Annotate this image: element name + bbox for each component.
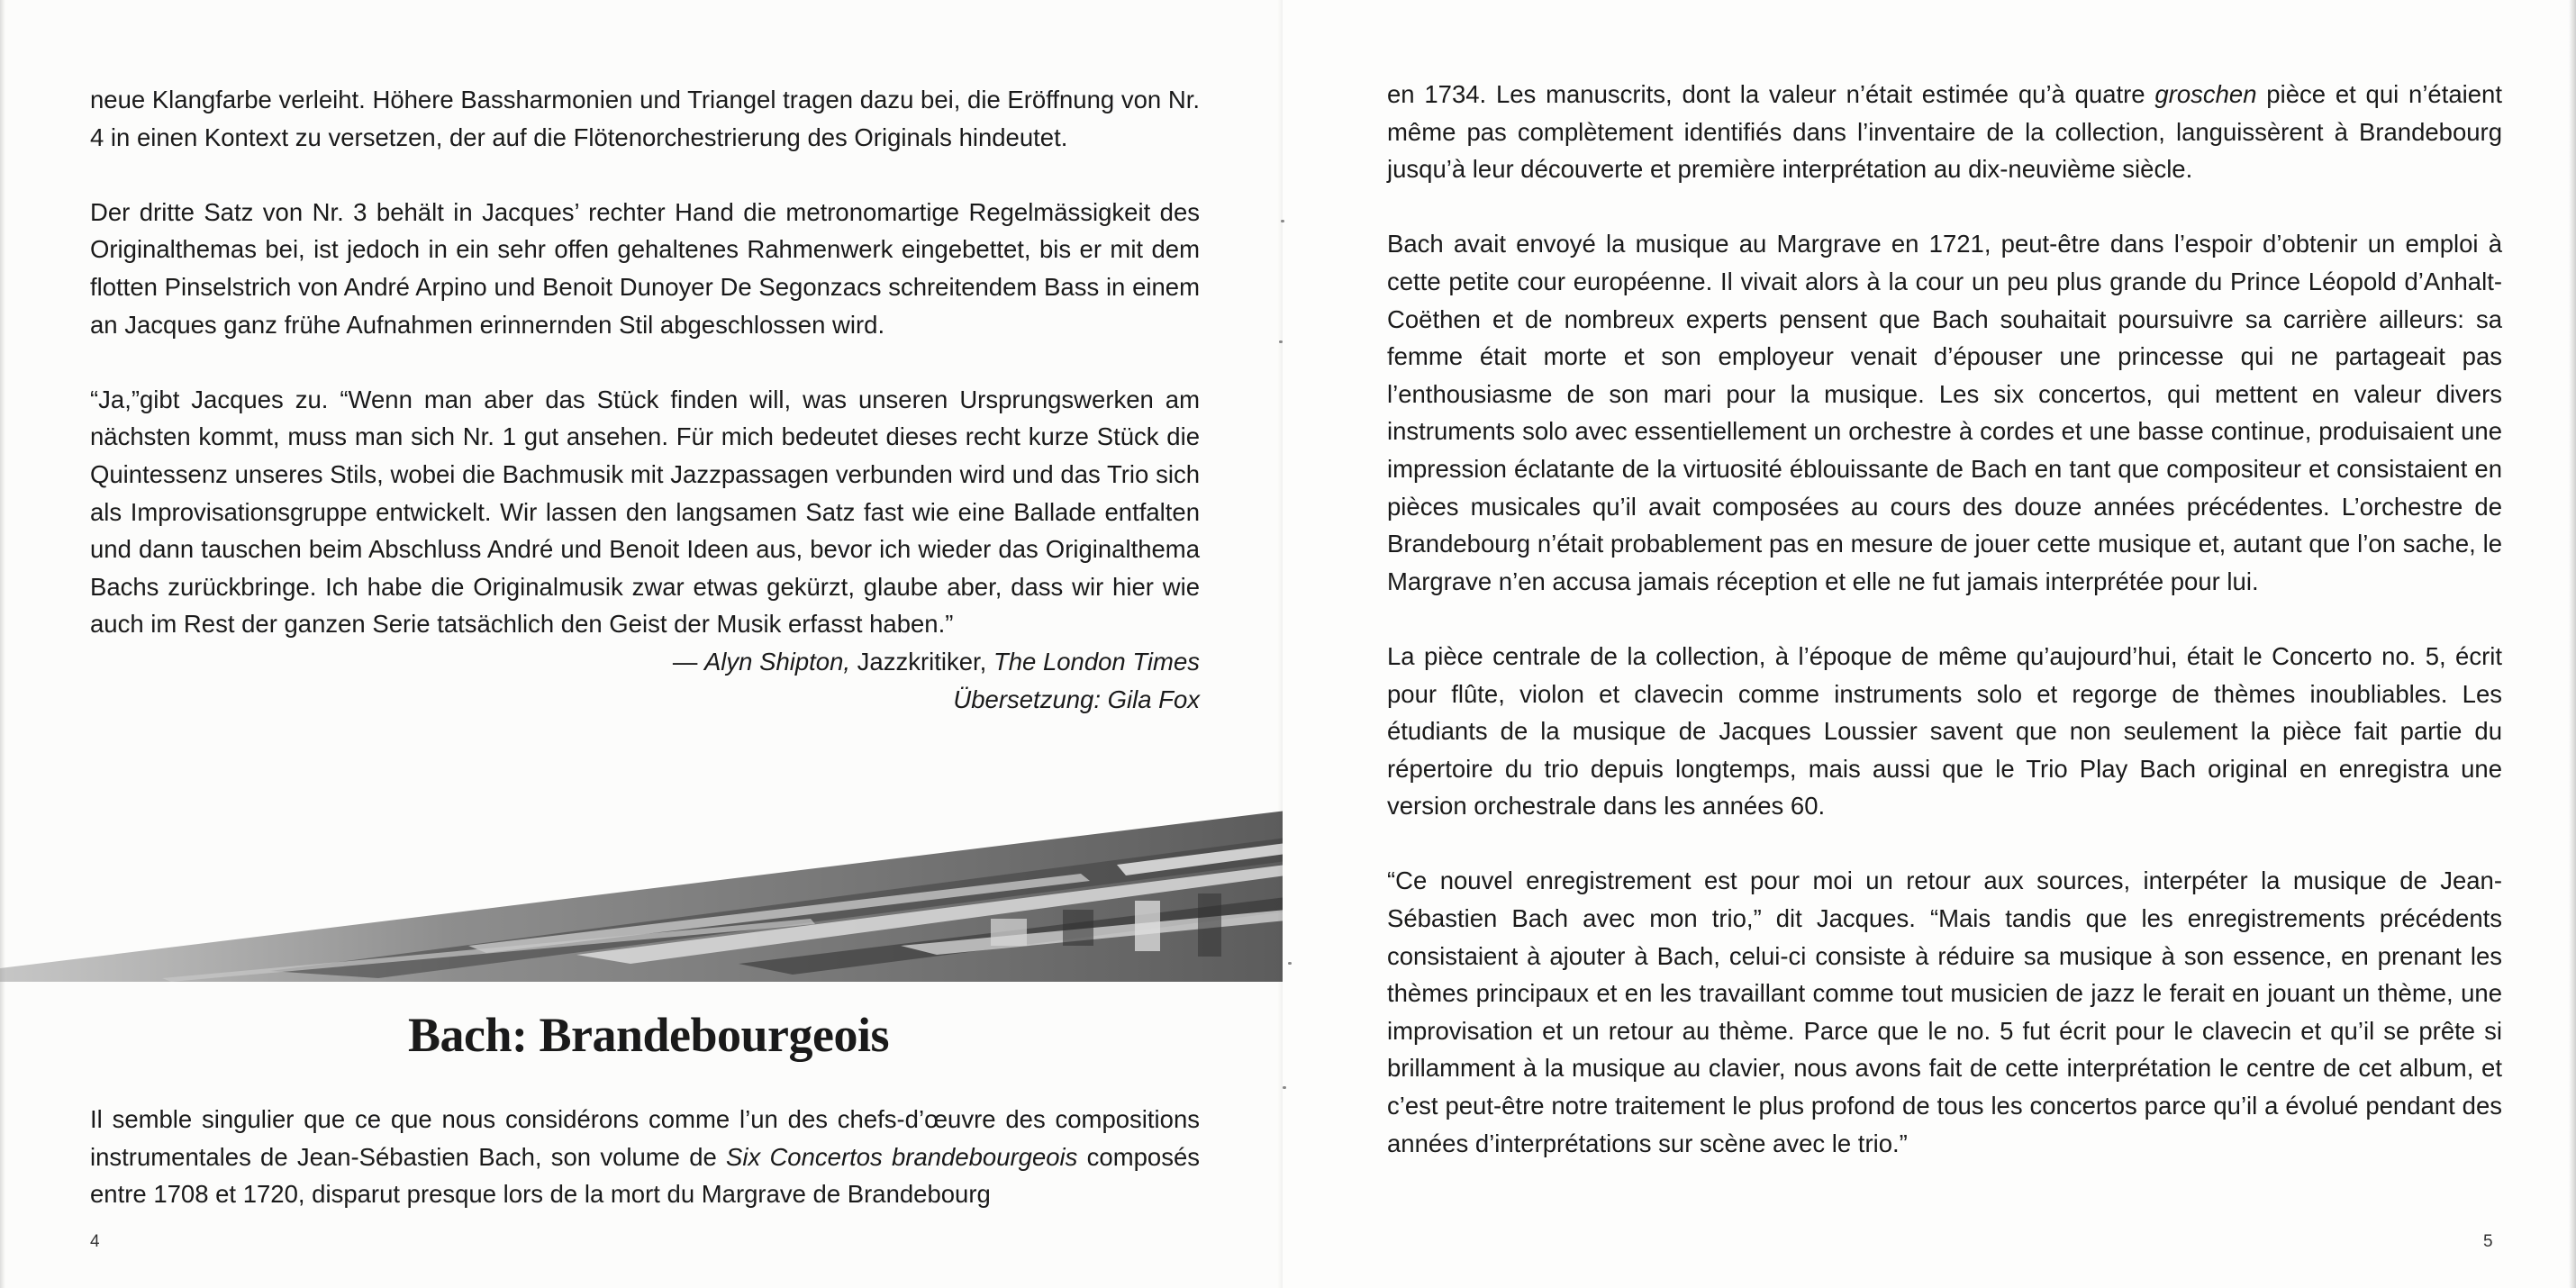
continued-italic-word: groschen	[2154, 80, 2257, 108]
paragraph-1: neue Klangfarbe verleiht. Höhere Bassharmonien und Triangel tragen dazu bei, die Eröffnung von Nr. 4 in einen Kontext zu versetzen, der auf die Flötenorchestrierung des Originals hindeutet.	[90, 86, 1200, 151]
intro-after: composés entre 1708 et 1720, disparut presque lors de la mort du Margrave de Brandebourg	[90, 1142, 1200, 1209]
attribution-translation: Übersetzung: Gila Fox	[953, 685, 1200, 713]
paragraph-margrave: Bach avait envoyé la musique au Margrave en 1721, peut-être dans l’espoir d’obtenir un emploi à cette petite cour européenne. Il vivait alors à la cour un peu plus grande du Prince Léopold d’Anhalt-Coëthen et de nombreux experts pensent que Bach souhaitait poursuivre sa carrière ailleurs: sa femme était morte et son employeur venait d’épouser une princesse qui ne partageait pas l’enthousiasme de son mari pour la musique. Les six concertos, qui mettent en valeur divers instruments solo avec essentiellement un orchestre à cordes et une basse continue, produisaient une impression éclatante de la virtuosité éblouissante de Bach en tant que compositeur et consistaient en pièces musicales qu’il avait composées au cours des douze années précédentes. L’orchestre de Brandebourg n’était probablement pas en mesure de jouer cette musique et, autant que l’on sache, le Margrave n’en accusa jamais réception et elle ne fut jamais interprétée pour lui.	[1387, 230, 2502, 595]
page-edge-shadow-right	[2569, 0, 2576, 1288]
left-column-text	[90, 81, 1200, 718]
intro-paragraph	[90, 1101, 1200, 1213]
scan-speck	[1281, 220, 1284, 222]
paragraph-3-quote: “Ja,”gibt Jacques zu. “Wenn man aber das Stück finden will, was unseren Ursprungswerken am nächsten kommt, muss man sich Nr. 1 gut ansehen. Für mich bedeutet dieses recht kurze Stück die Quintessenz unseres Stils, wobei die Bachmusik mit Jazzpassagen verbunden wird und das Trio sich als Improvisationsgruppe entwickelt. Wir lassen den langsamen Satz fast wie eine Ballade entfalten und dann tauschen beim Abschluss André und Benoit Ideen aus, bevor ich wieder das Originalthema Bachs zurückbringe. Ich habe die Originalmusik zwar etwas gekürzt, glaube aber, dass wir hier wie auch im Rest der ganzen Serie tatsächlich den Geist der Musik erfasst haben.”	[90, 385, 1200, 639]
right-page	[1283, 0, 2576, 1288]
paragraph-concerto-5: La pièce centrale de la collection, à l’époque de même qu’aujourd’hui, était le Concerto no. 5, écrit pour flûte, violon et clavecin comme instruments solo et regorge de thèmes inoubliables. Les étudiants de la musique de Jacques Loussier savent que non seulement la pièce fait partie du répertoire du trio depuis longtemps, mais aussi que le Trio Play Bach original en enregistra une version orchestrale dans les années 60.	[1387, 641, 2502, 821]
intro-title: Six Concertos brandebourgeois	[726, 1142, 1078, 1171]
continued-after: pièce et qui n’étaient même pas complètement identifiés dans l’inventaire de la collection, languissèrent à Brandebourg jusqu’à leur découverte et première interprétation au dix-neuvième siècle.	[1387, 80, 2502, 184]
quote-attribution	[90, 643, 1200, 718]
paragraph-2: Der dritte Satz von Nr. 3 behält in Jacques’ rechter Hand die metronomartige Regelmässigkeit des Originalthemas bei, ist jedoch in ein sehr offen gehaltenes Rahmenwerk eingebettet, bis er mit dem flotten Pinselstrich von André Arpino und Benoit Dunoyer De Segonzacs schreitendem Bass in einem an Jacques ganz frühe Aufnahmen erinnernden Stil abgeschlossen wird.	[90, 197, 1200, 339]
attribution-dash: —	[672, 647, 704, 676]
section-heading: Bach: Brandebourgeois	[407, 1008, 890, 1062]
paragraph-continued	[1387, 76, 2502, 188]
intro-before: Il semble singulier que ce que nous considérons comme l’un des chefs-d’œuvre des compositions instrumentales de Jean-Sébastien Bach, son volume de	[90, 1105, 1200, 1171]
left-page	[0, 0, 1283, 1288]
attribution-line	[90, 643, 1200, 681]
scan-speck	[1279, 340, 1283, 343]
attribution-publication: The London Times	[993, 647, 1200, 676]
page-number-left: 4	[90, 1232, 100, 1251]
page-edge-shadow	[0, 0, 5, 1288]
page-number-right: 5	[2483, 1232, 2493, 1251]
attribution-role: Jazzkritiker,	[850, 647, 993, 676]
decorative-photo-banner	[0, 811, 1283, 982]
right-column-text	[1387, 76, 2502, 1162]
paragraph-quote-jacques: “Ce nouvel enregistrement est pour moi un retour aux sources, interpéter la musique de Jean-Sébastien Bach avec mon trio,” dit Jacques. “Mais tandis que les enregistrements précédents consistaient à ajouter à Bach, celui-ci consiste à réduire sa musique à son essence, en prenant les thèmes principaux et en les travaillant comme tout musicien de jazz le ferait en jouant un thème, une improvisation et un retour au thème. Parce que le no. 5 fut écrit pour le clavecin et qu’il se prête si brillamment à la musique au clavier, nous avons fait de cette interprétation le centre de cet album, et c’est peut-être notre traitement le plus profond de tous les concertos parce qu’il a évolué pendant des années d’interprétations sur scène avec le trio.”	[1387, 866, 2502, 1157]
scan-speck	[1288, 962, 1292, 965]
continued-before: en 1734. Les manuscrits, dont la valeur n’était estimée qu’à quatre	[1387, 80, 2155, 108]
scan-speck	[1283, 1086, 1286, 1089]
attribution-author: Alyn Shipton,	[703, 647, 851, 676]
